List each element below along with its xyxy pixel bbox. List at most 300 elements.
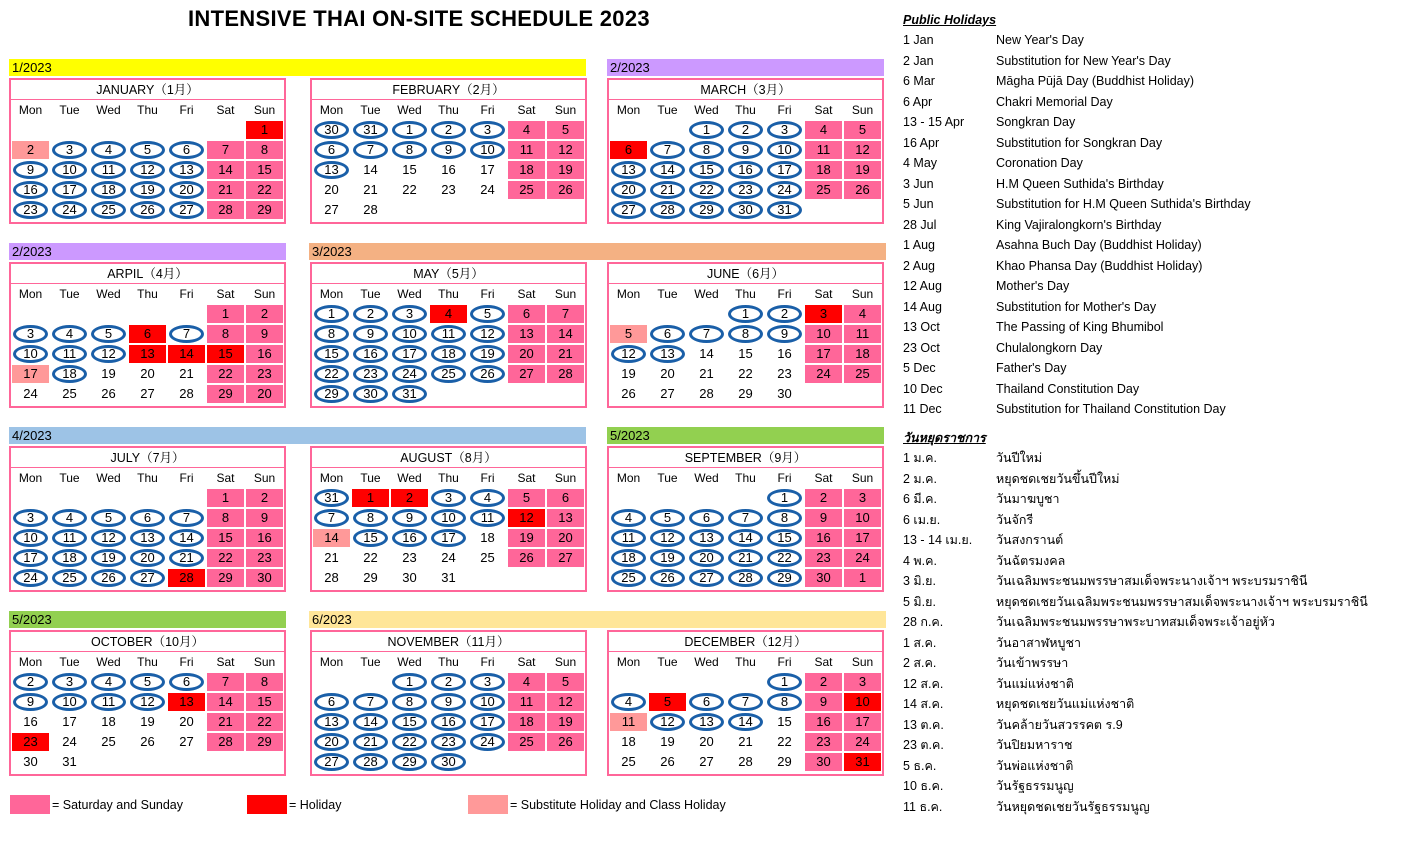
day-cell: 4 [610, 693, 647, 711]
day-cell: 17 [844, 713, 881, 731]
day-cell: 15 [688, 161, 725, 179]
weekday-header: Fri [766, 469, 803, 487]
day-cell: 13 [508, 325, 545, 343]
holiday-date: 11 ธ.ค. [903, 799, 943, 814]
day-cell: 21 [313, 549, 350, 567]
day-cell: 3 [12, 325, 49, 343]
empty-cell [168, 121, 205, 139]
day-cell: 6 [547, 489, 584, 507]
day-cell: 23 [430, 733, 467, 751]
day-cell: 28 [727, 569, 764, 587]
day-cell: 4 [508, 673, 545, 691]
day-cell: 10 [391, 325, 428, 343]
day-cell: 16 [246, 345, 283, 363]
day-cell: 11 [610, 529, 647, 547]
day-cell: 27 [508, 365, 545, 383]
day-cell: 13 [610, 161, 647, 179]
term-bar: 3/2023 [309, 243, 886, 260]
day-cell: 26 [547, 181, 584, 199]
weekday-header: Sun [246, 469, 283, 487]
day-cell: 17 [12, 365, 49, 383]
day-cell: 15 [246, 693, 283, 711]
day-cell: 6 [168, 673, 205, 691]
day-cell: 2 [430, 673, 467, 691]
day-cell: 7 [168, 325, 205, 343]
holiday-date: 12 Aug [903, 279, 942, 293]
day-cell: 8 [727, 325, 764, 343]
weekday-header: Tue [51, 653, 88, 671]
day-cell: 4 [90, 673, 127, 691]
weekday-header: Wed [688, 101, 725, 119]
day-cell: 9 [430, 693, 467, 711]
holiday-row [903, 510, 1409, 531]
term-bar: 1/2023 [9, 59, 586, 76]
holiday-name: วันจักรี [996, 512, 1034, 527]
empty-cell [649, 489, 686, 507]
day-cell: 12 [469, 325, 506, 343]
holiday-row [903, 489, 1409, 510]
empty-cell [51, 489, 88, 507]
day-cell: 11 [610, 713, 647, 731]
holiday-row [903, 115, 1409, 136]
holiday-name: Substitution for Songkran Day [996, 135, 1163, 150]
holiday-name: Chakri Memorial Day [996, 94, 1113, 109]
weekday-header: Wed [688, 469, 725, 487]
empty-cell [688, 489, 725, 507]
holiday-date: 6 Mar [903, 74, 935, 88]
day-cell: 14 [352, 713, 389, 731]
month-calendar [310, 262, 587, 408]
day-cell: 1 [766, 673, 803, 691]
day-cell: 12 [129, 693, 166, 711]
day-cell: 16 [766, 345, 803, 363]
day-cell: 28 [207, 201, 244, 219]
holiday-row [903, 320, 1409, 341]
day-cell: 5 [508, 489, 545, 507]
holiday-date: 13 ต.ค. [903, 717, 944, 732]
day-cell: 22 [246, 713, 283, 731]
day-cell: 3 [469, 121, 506, 139]
day-cell: 22 [352, 549, 389, 567]
day-cell: 23 [430, 181, 467, 199]
empty-cell [469, 753, 506, 771]
weekday-header: Tue [649, 285, 686, 303]
empty-cell [90, 121, 127, 139]
weekday-header: Tue [649, 101, 686, 119]
day-cell: 25 [90, 201, 127, 219]
weekday-header: Thu [430, 469, 467, 487]
holiday-row [903, 238, 1409, 259]
day-cell: 25 [508, 181, 545, 199]
day-cell: 24 [844, 733, 881, 751]
empty-cell [430, 385, 467, 403]
term-bar: 2/2023 [9, 243, 286, 260]
empty-cell [90, 753, 127, 771]
day-cell: 22 [246, 181, 283, 199]
day-cell: 28 [547, 365, 584, 383]
thai-holidays-title: วันหยุดราชการ [903, 431, 986, 445]
weekday-header: Mon [12, 653, 49, 671]
weekday-header: Tue [649, 469, 686, 487]
day-cell: 4 [430, 305, 467, 323]
weekday-header: Mon [610, 653, 647, 671]
day-cell: 7 [547, 305, 584, 323]
holiday-name: New Year's Day [996, 33, 1084, 47]
day-cell: 5 [90, 509, 127, 527]
day-cell: 21 [168, 549, 205, 567]
day-cell: 24 [844, 549, 881, 567]
holiday-name: หยุดชดเชยวันแม่แห่งชาติ [996, 697, 1135, 711]
holiday-row [903, 361, 1409, 382]
empty-cell [168, 753, 205, 771]
day-cell: 8 [391, 693, 428, 711]
day-cell: 9 [352, 325, 389, 343]
day-cell: 12 [547, 141, 584, 159]
holiday-date: 6 Apr [903, 94, 933, 109]
day-cell: 4 [51, 509, 88, 527]
day-cell: 22 [727, 365, 764, 383]
holiday-name: Songkran Day [996, 115, 1076, 129]
holiday-name: วันเฉลิมพระชนมพรรษาสมเด็จพระนางเจ้าฯ พระบรมราชินี [996, 574, 1308, 588]
day-cell: 20 [508, 345, 545, 363]
day-cell: 16 [430, 161, 467, 179]
holiday-row [903, 530, 1409, 551]
weekday-header: Wed [391, 469, 428, 487]
month-calendar [310, 446, 587, 592]
day-cell: 10 [844, 509, 881, 527]
holiday-row [903, 402, 1409, 423]
day-cell: 7 [207, 141, 244, 159]
month-calendar [310, 78, 587, 224]
month-name: ARPIL（4月） [11, 264, 284, 284]
day-cell: 25 [51, 385, 88, 403]
weekday-header: Wed [90, 653, 127, 671]
holiday-date: 5 มิ.ย. [903, 594, 936, 609]
holiday-name: วันเข้าพรรษา [996, 656, 1069, 670]
day-cell: 16 [246, 529, 283, 547]
holiday-date: 12 ส.ค. [903, 676, 944, 691]
empty-cell [430, 201, 467, 219]
holiday-date: 1 Jan [903, 33, 934, 47]
day-cell: 14 [207, 693, 244, 711]
holiday-name: วันปีใหม่ [996, 451, 1043, 465]
day-cell: 12 [129, 161, 166, 179]
legend-holiday-label: = Holiday [289, 797, 342, 812]
holiday-date: 1 ม.ค. [903, 451, 937, 465]
holiday-row [903, 756, 1409, 777]
holiday-name: Asahna Buch Day (Buddhist Holiday) [996, 238, 1202, 252]
empty-cell [246, 753, 283, 771]
weekday-header: Sat [805, 101, 842, 119]
day-cell: 7 [313, 509, 350, 527]
day-cell: 31 [51, 753, 88, 771]
day-cell: 9 [246, 325, 283, 343]
day-cell: 19 [547, 161, 584, 179]
holiday-row [903, 633, 1409, 654]
empty-cell [547, 753, 584, 771]
day-cell: 6 [129, 325, 166, 343]
weekend-swatch [10, 795, 50, 814]
month-name: JULY（7月） [11, 448, 284, 468]
day-cell: 18 [844, 345, 881, 363]
day-cell: 14 [727, 529, 764, 547]
day-cell: 18 [90, 713, 127, 731]
day-cell: 12 [844, 141, 881, 159]
day-cell: 15 [391, 713, 428, 731]
holiday-row [903, 694, 1409, 715]
day-cell: 5 [129, 673, 166, 691]
day-cell: 2 [766, 305, 803, 323]
day-cell: 24 [469, 733, 506, 751]
day-cell: 14 [547, 325, 584, 343]
weekday-header: Fri [168, 469, 205, 487]
holiday-row [903, 54, 1409, 75]
holiday-row [903, 612, 1409, 633]
day-cell: 7 [688, 325, 725, 343]
day-cell: 25 [51, 569, 88, 587]
day-cell: 2 [12, 673, 49, 691]
day-cell: 17 [391, 345, 428, 363]
holiday-row [903, 448, 1409, 469]
day-cell: 21 [649, 181, 686, 199]
day-cell: 11 [508, 693, 545, 711]
month-name: MAY（5月） [312, 264, 585, 284]
day-cell: 16 [430, 713, 467, 731]
day-cell: 13 [649, 345, 686, 363]
day-cell: 13 [313, 713, 350, 731]
empty-cell [610, 673, 647, 691]
day-cell: 2 [805, 489, 842, 507]
day-cell: 21 [727, 733, 764, 751]
day-cell: 29 [207, 385, 244, 403]
day-cell: 29 [766, 753, 803, 771]
day-cell: 14 [313, 529, 350, 547]
empty-cell [547, 569, 584, 587]
month-calendar [607, 262, 884, 408]
weekday-header: Sat [508, 469, 545, 487]
day-cell: 20 [168, 181, 205, 199]
day-cell: 14 [352, 161, 389, 179]
holiday-date: 2 ส.ค. [903, 656, 937, 670]
day-cell: 27 [313, 753, 350, 771]
weekday-header: Thu [129, 469, 166, 487]
weekday-header: Wed [90, 469, 127, 487]
empty-cell [168, 305, 205, 323]
day-cell: 9 [805, 693, 842, 711]
day-cell: 17 [844, 529, 881, 547]
weekday-header: Fri [168, 285, 205, 303]
day-cell: 17 [51, 713, 88, 731]
empty-cell [313, 673, 350, 691]
day-cell: 21 [352, 181, 389, 199]
empty-cell [207, 121, 244, 139]
day-cell: 25 [610, 569, 647, 587]
month-calendar [9, 78, 286, 224]
day-cell: 29 [246, 201, 283, 219]
month-calendar [607, 630, 884, 776]
weekday-header: Fri [469, 101, 506, 119]
day-cell: 30 [430, 753, 467, 771]
day-cell: 10 [430, 509, 467, 527]
day-cell: 15 [391, 161, 428, 179]
weekday-header: Fri [766, 653, 803, 671]
day-cell: 26 [469, 365, 506, 383]
weekday-header: Wed [391, 285, 428, 303]
day-cell: 21 [207, 713, 244, 731]
holiday-name: หยุดชดเชยวันเฉลิมพระชนมพรรษาสมเด็จพระนางเจ้าฯ พระบรมราชินี [996, 594, 1368, 609]
day-cell: 20 [129, 365, 166, 383]
weekday-header: Mon [12, 101, 49, 119]
empty-cell [469, 385, 506, 403]
weekday-header: Thu [430, 653, 467, 671]
day-cell: 1 [207, 305, 244, 323]
day-cell: 5 [610, 325, 647, 343]
day-cell: 9 [12, 693, 49, 711]
day-cell: 24 [469, 181, 506, 199]
weekday-header: Sat [207, 285, 244, 303]
weekday-header: Wed [90, 101, 127, 119]
holiday-name: วันอาสาฬหบูชา [996, 635, 1081, 650]
day-cell: 5 [649, 509, 686, 527]
day-cell: 7 [168, 509, 205, 527]
day-cell: 14 [168, 529, 205, 547]
day-cell: 14 [688, 345, 725, 363]
day-cell: 18 [508, 713, 545, 731]
day-cell: 26 [129, 733, 166, 751]
day-cell: 6 [129, 509, 166, 527]
weekday-header: Sun [844, 469, 881, 487]
empty-cell [129, 753, 166, 771]
weekday-header: Mon [313, 285, 350, 303]
day-cell: 13 [688, 529, 725, 547]
day-cell: 29 [246, 733, 283, 751]
day-cell: 7 [352, 693, 389, 711]
weekday-header: Thu [727, 285, 764, 303]
day-cell: 12 [90, 345, 127, 363]
holiday-row [903, 592, 1409, 613]
day-cell: 27 [688, 569, 725, 587]
weekday-header: Mon [610, 101, 647, 119]
day-cell: 24 [766, 181, 803, 199]
day-cell: 11 [51, 529, 88, 547]
day-cell: 8 [766, 693, 803, 711]
day-cell: 20 [129, 549, 166, 567]
day-cell: 17 [430, 529, 467, 547]
day-cell: 13 [168, 161, 205, 179]
empty-cell [805, 201, 842, 219]
day-cell: 15 [207, 345, 244, 363]
day-cell: 20 [246, 385, 283, 403]
empty-cell [688, 673, 725, 691]
weekday-header: Sun [547, 285, 584, 303]
day-cell: 2 [246, 305, 283, 323]
weekday-header: Sat [207, 101, 244, 119]
day-cell: 31 [391, 385, 428, 403]
holiday-row [903, 571, 1409, 592]
day-cell: 25 [844, 365, 881, 383]
day-cell: 19 [547, 713, 584, 731]
day-cell: 3 [766, 121, 803, 139]
holiday-name: H.M Queen Suthida's Birthday [996, 176, 1164, 191]
holiday-name: วันปิยมหาราช [996, 738, 1073, 752]
holiday-row [903, 653, 1409, 674]
weekday-header: Fri [469, 469, 506, 487]
day-cell: 30 [352, 385, 389, 403]
weekday-header: Tue [352, 469, 389, 487]
day-cell: 1 [391, 121, 428, 139]
weekday-header: Fri [469, 653, 506, 671]
day-cell: 30 [246, 569, 283, 587]
day-cell: 13 [313, 161, 350, 179]
day-cell: 29 [766, 569, 803, 587]
empty-cell [649, 305, 686, 323]
day-cell: 27 [649, 385, 686, 403]
day-cell: 9 [391, 509, 428, 527]
day-cell: 22 [766, 733, 803, 751]
day-cell: 5 [844, 121, 881, 139]
day-cell: 8 [207, 325, 244, 343]
day-cell: 15 [207, 529, 244, 547]
holiday-name: King Vajiralongkorn's Birthday [996, 217, 1162, 232]
day-cell: 12 [649, 529, 686, 547]
day-cell: 23 [766, 365, 803, 383]
day-cell: 20 [547, 529, 584, 547]
day-cell: 21 [352, 733, 389, 751]
day-cell: 11 [805, 141, 842, 159]
day-cell: 11 [51, 345, 88, 363]
month-name: DECEMBER（12月） [609, 632, 882, 652]
empty-cell [12, 121, 49, 139]
day-cell: 16 [727, 161, 764, 179]
month-calendar [9, 262, 286, 408]
day-cell: 19 [469, 345, 506, 363]
day-cell: 7 [727, 509, 764, 527]
day-cell: 30 [805, 569, 842, 587]
day-cell: 25 [610, 753, 647, 771]
holiday-name: วันมาฆบูชา [996, 492, 1060, 506]
day-cell: 28 [168, 385, 205, 403]
legend-weekend-label: = Saturday and Sunday [52, 797, 183, 812]
weekday-header: Sun [844, 101, 881, 119]
weekday-header: Mon [610, 469, 647, 487]
day-cell: 26 [129, 201, 166, 219]
day-cell: 19 [90, 549, 127, 567]
public-holidays-title: Public Holidays [903, 13, 997, 27]
weekday-header: Wed [688, 285, 725, 303]
day-cell: 20 [649, 365, 686, 383]
day-cell: 13 [129, 345, 166, 363]
term-bar: 2/2023 [607, 59, 884, 76]
day-cell: 28 [688, 385, 725, 403]
empty-cell [508, 201, 545, 219]
day-cell: 8 [766, 509, 803, 527]
day-cell: 6 [649, 325, 686, 343]
holiday-name: Mother's Day [996, 279, 1070, 293]
day-cell: 11 [844, 325, 881, 343]
weekday-header: Tue [649, 653, 686, 671]
day-cell: 4 [90, 141, 127, 159]
weekday-header: Sat [805, 653, 842, 671]
day-cell: 30 [766, 385, 803, 403]
day-cell: 1 [246, 121, 283, 139]
holiday-date: 13 - 15 Apr [903, 115, 965, 129]
holiday-date: 13 - 14 เม.ย. [903, 533, 973, 547]
weekday-header: Fri [766, 101, 803, 119]
holiday-row [903, 551, 1409, 572]
holiday-name: วันหยุดชดเชยวันรัฐธรรมนูญ [996, 799, 1150, 814]
month-name: OCTOBER（10月） [11, 632, 284, 652]
day-cell: 25 [430, 365, 467, 383]
